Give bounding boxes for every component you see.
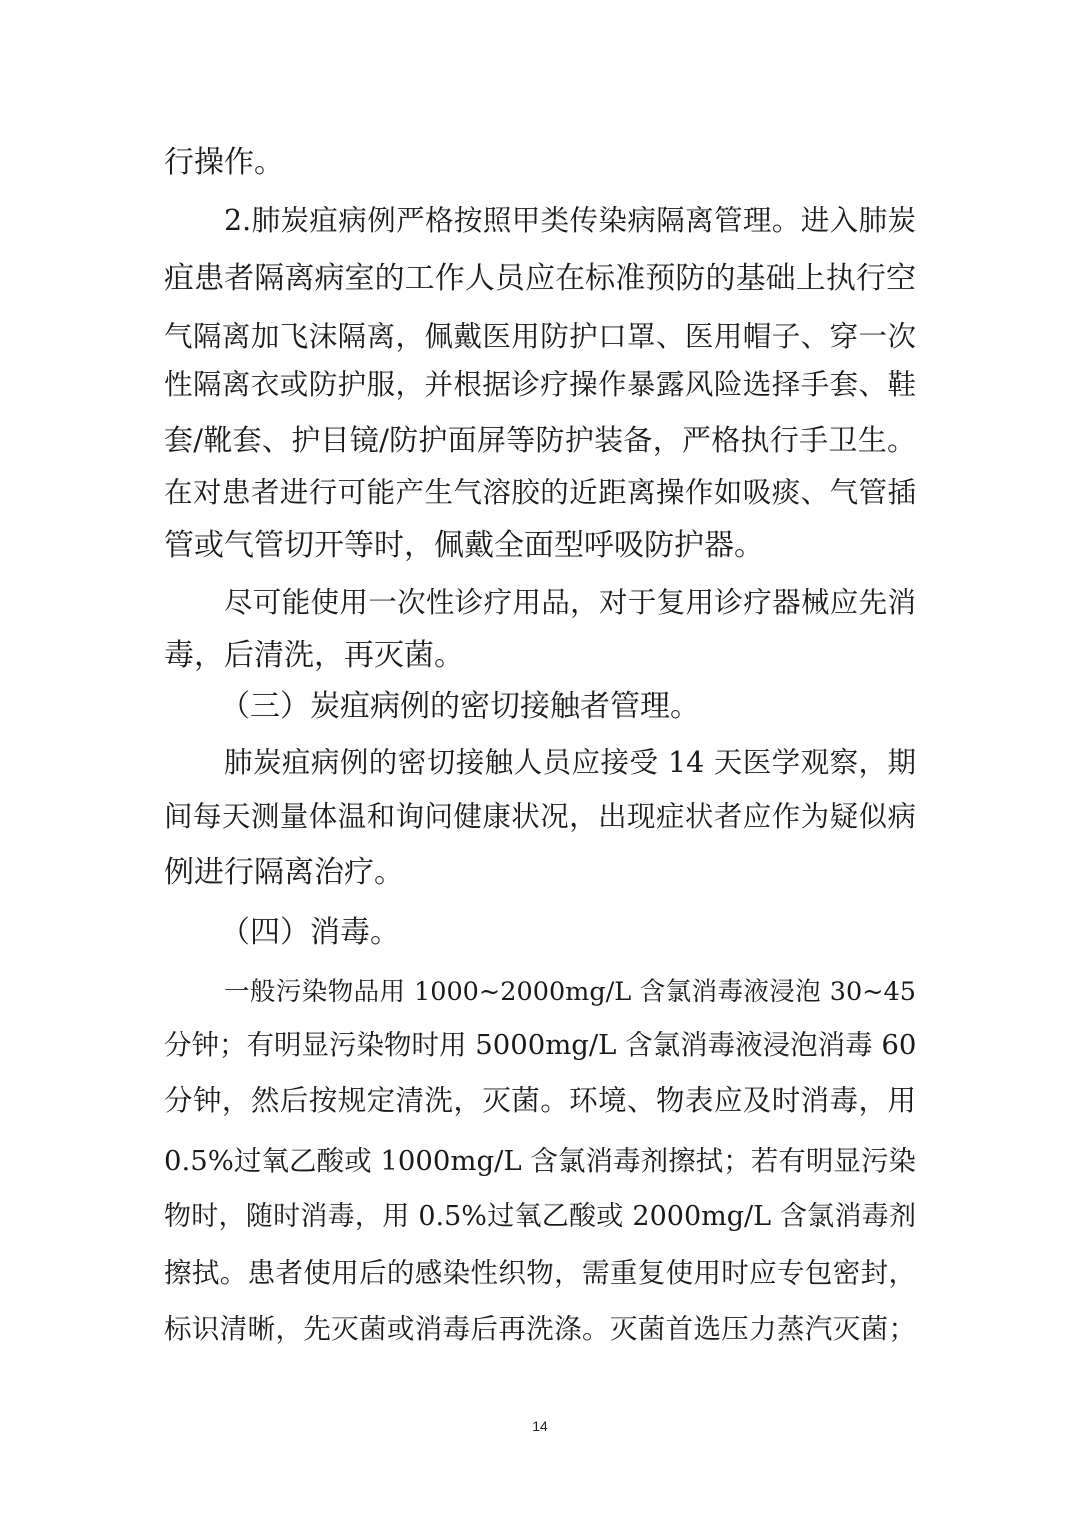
text-line: 物时，随时消毒，用 0.5%过氧乙酸或 2000mg/L 含氯消毒剂 bbox=[164, 1201, 916, 1232]
text-line: 套/靴套、护目镜/防护面屏等防护装备，严格执行手卫生。 bbox=[164, 423, 916, 457]
text-line: 0.5%过氧乙酸或 1000mg/L 含氯消毒剂擦拭；若有明显污染 bbox=[164, 1145, 916, 1177]
section-heading: （四）消毒。 bbox=[220, 915, 400, 950]
text-line: 管或气管切开等时，佩戴全面型呼吸防护器。 bbox=[164, 528, 764, 563]
text-line: 一般污染物品用 1000~2000mg/L 含氯消毒液浸泡 30~45 bbox=[224, 977, 916, 1007]
text-line: 间每天测量体温和询问健康状况，出现症状者应作为疑似病 bbox=[164, 800, 916, 833]
page-number: 14 bbox=[532, 1418, 548, 1434]
text-line: 气隔离加飞沫隔离，佩戴医用防护口罩、医用帽子、穿一次 bbox=[164, 320, 916, 353]
text-line: 疽患者隔离病室的工作人员应在标准预防的基础上执行空 bbox=[164, 261, 916, 296]
section-heading: （三）炭疽病例的密切接触者管理。 bbox=[220, 689, 700, 724]
text-line: 分钟；有明显污染物时用 5000mg/L 含氯消毒液浸泡消毒 60 bbox=[164, 1029, 917, 1061]
text-line: 性隔离衣或防护服，并根据诊疗操作暴露风险选择手套、鞋 bbox=[164, 368, 916, 401]
text-line: 2.肺炭疽病例严格按照甲类传染病隔离管理。进入肺炭 bbox=[224, 204, 916, 237]
text-line: 肺炭疽病例的密切接触人员应接受 14 天医学观察，期 bbox=[224, 746, 916, 779]
text-line: 例进行隔离治疗。 bbox=[164, 855, 404, 890]
text-line: 标识清晰，先灭菌或消毒后再洗涤。灭菌首选压力蒸汽灭菌； bbox=[164, 1313, 916, 1345]
text-line: 行操作。 bbox=[164, 145, 284, 180]
text-line: 擦拭。患者使用后的感染性织物，需重复使用时应专包密封， bbox=[164, 1257, 916, 1289]
text-line: 毒，后清洗，再灭菌。 bbox=[164, 638, 464, 673]
text-line: 尽可能使用一次性诊疗用品，对于复用诊疗器械应先消 bbox=[224, 586, 916, 619]
text-line: 在对患者进行可能产生气溶胶的近距离操作如吸痰、气管插 bbox=[164, 476, 916, 509]
text-line: 分钟，然后按规定清洗，灭菌。环境、物表应及时消毒，用 bbox=[164, 1084, 916, 1117]
